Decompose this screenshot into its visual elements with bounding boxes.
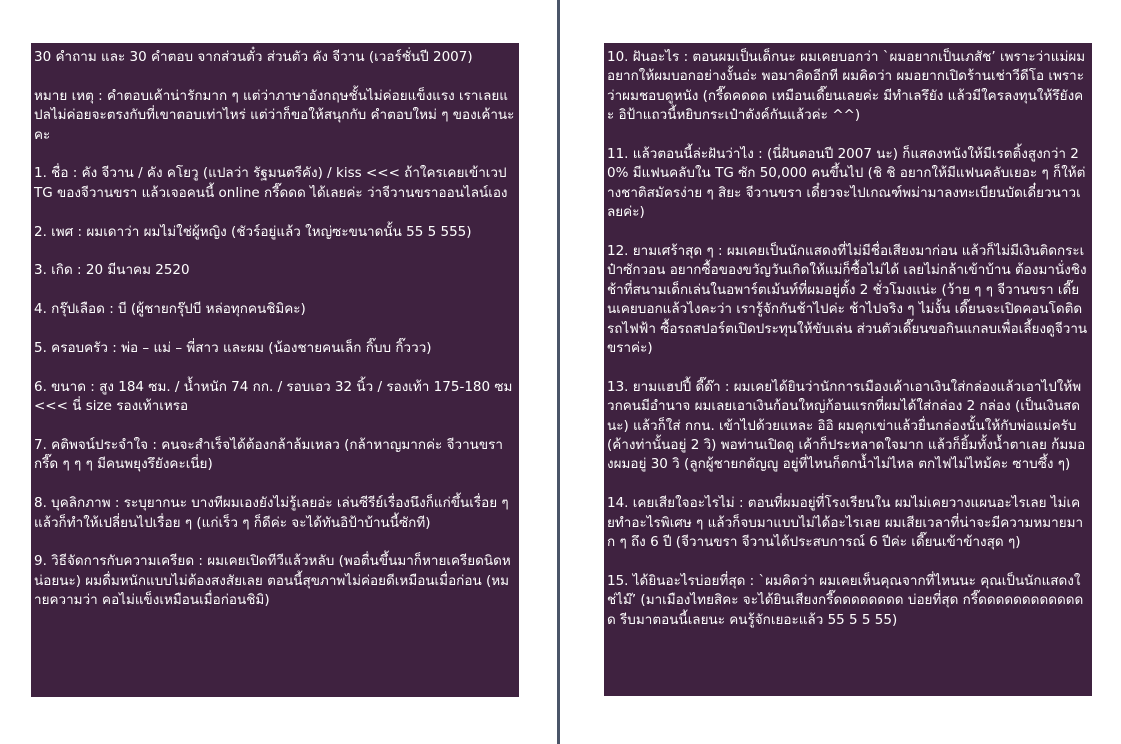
qa-item-10: 10. ฝันอะไร : ตอนผมเป็นเด็กนะ ผมเคยบอกว่า `ผมอยากเป็นเภสัช’ เพราะว่าแม่ผมอยากให้ผมบอกอย่างงั้นอ่ะ พอมาคิดอีกที ผมคิดว่า ผมอยากเปิดร้านเช่าวีดีโอ เพราะว่าผมชอบดูหนัง (กรี๊ดคดดด เหมือนเดี๊ยนเลยค่ะ มีทำเลรึยัง แล้วมีใครลงทุนให้รึยังคะ อิป้าแถวนี้หยิบกระเป๋าตังค์กันแล้วค่ะ ^^) xyxy=(607,49,1086,124)
qa-item-14: 14. เคยเสียใจอะไรไม่ : ตอนที่ผมอยู่ที่โรงเรียนใน ผมไม่เคยวางแผนอะไรเลย ไม่เคยทำอะไรพิเศษ ๆ แล้วก็จบมาแบบไม่ได้อะไรเลย ผมเสียเวลาที่น่าจะมีความหมายมาก ๆ ถึง 6 ปี (จีวานขรา จีวานได้ประสบการณ์ 6 ปีค่ะ เดี๊ยนเข้าข้างสุด ๆ) xyxy=(607,495,1084,551)
qa-item-7: 7. คติพจน์ประจำใจ : คนจะสำเร็จได้ต้องกล้าล้มเหลว (กล้าหาญมากค่ะ จีวานขรา กรี๊ด ๆ ๆ ๆ มีคนพยุงรึยังคะเนี่ย) xyxy=(34,437,503,473)
right-page-panel xyxy=(604,43,1092,696)
qa-item-11: 11. แล้วตอนนี้ล่ะฝันว่าไง : (นี่ฝันตอนปี 2007 นะ) ก็แสดงหนังให้มีเรตติ้งสูงกว่า 20% มีแฟนคลับใน TG ซัก 50,000 คนขึ้นไป (ชิ ชิ อยากให้มีแฟนคลับเยอะ ๆ ก็ให้ต่างชาติสมัครง่าย ๆ สิยะ จีวานขรา เดี๋ยวจะไปเกณฑ์พม่ามาลงทะเบียนบัดเดี๋ยวนาวเลยค่ะ) xyxy=(607,146,1086,221)
intro-note: หมาย เหตุ : คำตอบเค้าน่ารักมาก ๆ แต่ว่าภาษาอังกฤษชั้นไม่ค่อยแข็งแรง เราเลยแปลไม่ค่อยจะตรงกับที่เขาตอบเท่าไหร่ แต่ว่าก็ขอให้สนุกกับ คำตอบใหม่ ๆ ของเค้านะคะ xyxy=(34,87,515,143)
qa-item-12: 12. ยามเศร้าสุด ๆ : ผมเคยเป็นนักแสดงที่ไม่มีชื่อเสียงมาก่อน แล้วก็ไม่มีเงินติดกระเป๋าซักวอน อยากซื้อของขวัญวันเกิดให้แม่ก็ซื้อไม่ได้ เลยไม่กล้าเข้าบ้าน ต้องมานั่งชิงช้าที่สนามเด็กเล่นในอพาร์ตเม้นท์ที่ผมอยู่ตั้ง 2 ชั่วโมงแน่ะ (ว้าย ๆ ๆ จีวานขรา เดี๊ยนเคยบอกแล้วไงคะว่า เรารู้จักกันช้าไปค่ะ ช้าไปจริง ๆ ไม่งั้น เดี๊ยนจะเปิดคอนโดติดรถไฟฟ้า ซื้อรถสปอร์ตเปิดประทุนให้ขับเล่น ส่วนตัวเดี๊ยนขอกินแกลบเพื่อเลี้ยงดูจีวานขราค่ะ) xyxy=(607,243,1088,357)
qa-item-3: 3. เกิด : 20 มีนาคม 2520 xyxy=(34,262,190,279)
qa-item-6: 6. ขนาด : สูง 184 ซม. / น้ำหนัก 74 กก. / รอบเอว 32 นิ้ว / รองเท้า 175-180 ซม <<< นี่ size รองเท้าเหรอ xyxy=(34,378,513,415)
intro-title: 30 คำถาม และ 30 คำตอบ จากส่วนตั๋ว ส่วนตัว คัง จีวาน (เวอร์ชั่นปี 2007) xyxy=(34,49,473,65)
qa-item-1: 1. ชื่อ : คัง จีวาน / คัง คโยวู (แปลว่า รัฐมนตรีคัง) / kiss <<< ถ้าใครเคยเข้าเวป TG ของจีวานขรา แล้วเจอคนนี้ online กรี๊ดดด ได้เลยค่ะ ว่าจีวานขราออนไลน์เอง xyxy=(34,165,508,201)
qa-item-13: 13. ยามแฮปปี้ ดี๊ด๊า : ผมเคยได้ยินว่านักการเมืองเค้าเอาเงินใส่กล่องแล้วเอาไปให้พวกคนมีอำนาจ ผมเลยเอาเงินก้อนใหญ่ก้อนแรกที่ผมได้ใส่กล่อง 2 กล่อง (เป็นเงินสดนะ) แล้วก็ใส่ กกน. เข้าไปด้วยแหละ อิอิ ผมคุกเข่าแล้วยื่นกล่องนั้นให้กับพ่อแม่ครับ (ค้างท่านั้นอยู่ 2 วิ) พอท่านเปิดดู เค้าก็ประหลาดใจมาก แล้วก็ยิ้มทั้งน้ำตาเลย ก้มมองผมอยู่ 30 วิ (ลูกผู้ชายกตัญญู อยู่ที่ไหนก็ตกน้ำไม่ไหล ตกไฟไม่ไหม้คะ ซาบซึ้ง ๆ) xyxy=(607,378,1086,473)
qa-item-5: 5. ครอบครัว : พ่อ – แม่ – พี่สาว และผม (น้องชายคนเล็ก กิ๊บบ กิ๊ววว) xyxy=(34,340,432,356)
qa-item-15: 15. ได้ยินอะไรบ่อยที่สุด : `ผมคิดว่า ผมเคยเห็นคุณจากที่ไหนนะ คุณเป็นนักแสดงใช่ไม๊’ (มาเมืองไทยสิคะ จะได้ยินเสียงกรี๊ดดดดดดดด บ่อยที่สุด กรี๊ดดดดดดดดดดดดด รีบมาตอนนี้เลยนะ คนรู้จักเยอะแล้ว 55 5 5 55) xyxy=(607,572,1084,628)
qa-item-4: 4. กรุ๊ปเลือด : บี (ผู้ชายกรุ๊ปบี หล่อทุกคนชิมิคะ) xyxy=(34,301,306,318)
qa-item-9: 9. วิธีจัดการกับความเครียด : ผมเคยเปิดทีวีแล้วหลับ (พอตื่นขึ้นมาก็หายเครียดนิดหน่อยนะ) ผมดื่มหนักแบบไม่ต้องสงสัยเลย ตอนนี้สุขภาพไม่ค่อยดีเหมือนเมื่อก่อน (หมายความว่า คอไม่แข็งเหมือนเมื่อก่อนชิมิ) xyxy=(34,553,511,609)
qa-item-8: 8. บุคลิกภาพ : ระบุยากนะ บางทีผมเองยังไม่รู้เลยอ่ะ เล่นซีรีย์เรื่องนึงก็แก่ขึ้นเรื่อย ๆ แล้วก็ทำให้เปลี่ยนไปเรื่อย ๆ (แก่เร็ว ๆ ก็ดีค่ะ จะได้ทันอิป้าบ้านนี้ซักที) xyxy=(34,495,509,531)
left-page-panel xyxy=(31,43,519,697)
qa-item-2: 2. เพศ : ผมเดาว่า ผมไม่ใช่ผู้หญิง (ชัวร์อยู่แล้ว ใหญ่ซะขนาดนั้น 55 5 555) xyxy=(34,223,472,240)
page-divider xyxy=(557,0,560,744)
